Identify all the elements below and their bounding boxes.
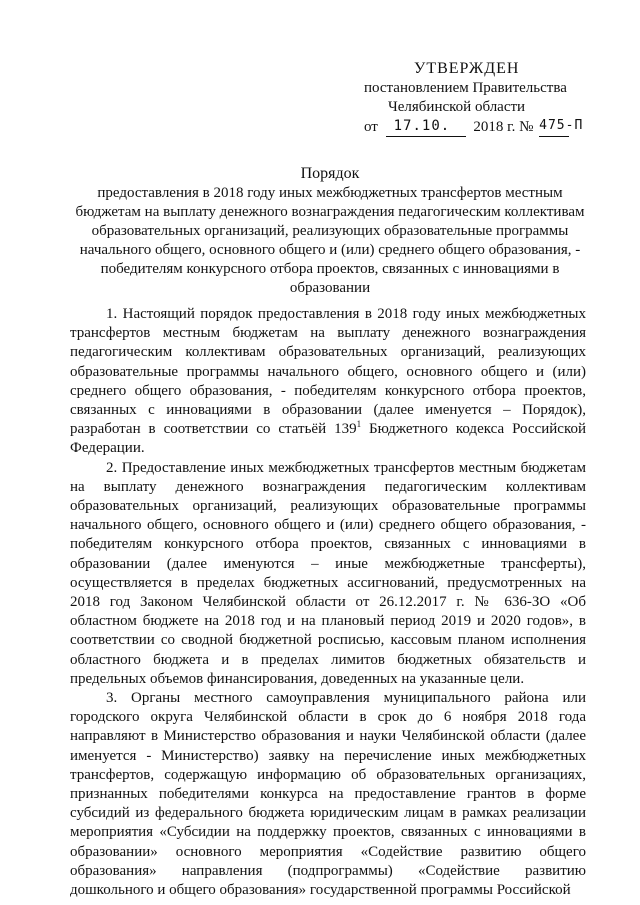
approval-number-blank (539, 118, 584, 137)
paragraph-1-superscript: 1 (356, 419, 362, 430)
paragraph-3: 3. Органы местного самоуправления муниципального района или городского округа Челябинской области в срок до 6 ноября 2018 года направляют в Министерство образования и науки Челябинской области (далее именуется - Министерство) заявку на перечисление иных межбюджетных трансфертов, содержащую информацию об образовательных организациях, признанных победителями конкурса на предоставление грантов в форме субсидий из федерального бюджета юридическим лицам в рамках реализации мероприятия «Субсидии на поддержку проектов, связанных с инновациями в образовании» основного мероприятия «Содействие развитию общего образования» направления (подпрограммы) «Содействие развитию дошкольного и общего образования» государственной программы Российской (70, 690, 586, 899)
document-subtitle: предоставления в 2018 году иных межбюджетных трансфертов местным бюджетам на выплату денежного вознаграждения педагогическим коллективам образовательных организаций, реализующих образовательные программы начального общего, основного общего и (или) среднего общего образования, - победителям конкурсного отбора проектов, связанных с инновациями в образовании (75, 185, 585, 296)
paragraph-2: 2. Предоставление иных межбюджетных трансфертов местным бюджетам на выплату денежного вознаграждения педагогическим коллективам образовательных организаций, реализующих образовательные программы начального общего, основного общего и (или) среднего общего образования, - победителям конкурсного отбора проектов, связанных с инновациями в образовании (далее именуются – иные межбюджетные трансферты), осуществляется в пределах бюджетных ассигнований, предусмотренных на 2018 год Законом Челябинской области от 26.12.2017 г. № 636-ЗО «Об областном бюджете на 2018 год и на плановый период 2019 и 2020 годов», в соответствии со сводной бюджетной росписью, кассовым планом исполнения областного бюджета и в пределах лимитов бюджетных обязательств и предельных объемов финансирования, доведенных на указанные цели. (70, 459, 586, 687)
paragraph-1-tail: Бюджетного кодекса Российской Федерации. (70, 421, 587, 457)
approval-date-blank (386, 118, 466, 137)
approval-title: УТВЕРЖДЕН (414, 60, 520, 77)
approval-date-handwritten: 17.10. (393, 118, 451, 134)
approval-year-text: 2018 г. № (473, 119, 534, 135)
paragraph-1 (70, 305, 586, 459)
approval-date-line (364, 118, 584, 137)
approval-from-prefix: от (364, 119, 378, 135)
paragraph-1-text: 1. Настоящий порядок предоставления в 2018 году иных межбюджетных трансфертов местным бюджетам на выплату денежного вознаграждения педагогическим коллективам образовательных организаций, реализующих образовательные программы начального общего, основного общего и (или) среднего общего образования, - победителям конкурсного отбора проектов, связанных с инновациями в образовании (далее именуется – Порядок), разработан в соответствии со статьёй 139 (70, 306, 586, 438)
approval-number-handwritten: 475-П (539, 118, 584, 133)
document-title: Порядок (300, 165, 360, 182)
approval-line-1: постановлением Правительства (364, 80, 567, 96)
document-body (70, 305, 586, 900)
approval-line-2: Челябинской области (388, 99, 526, 115)
